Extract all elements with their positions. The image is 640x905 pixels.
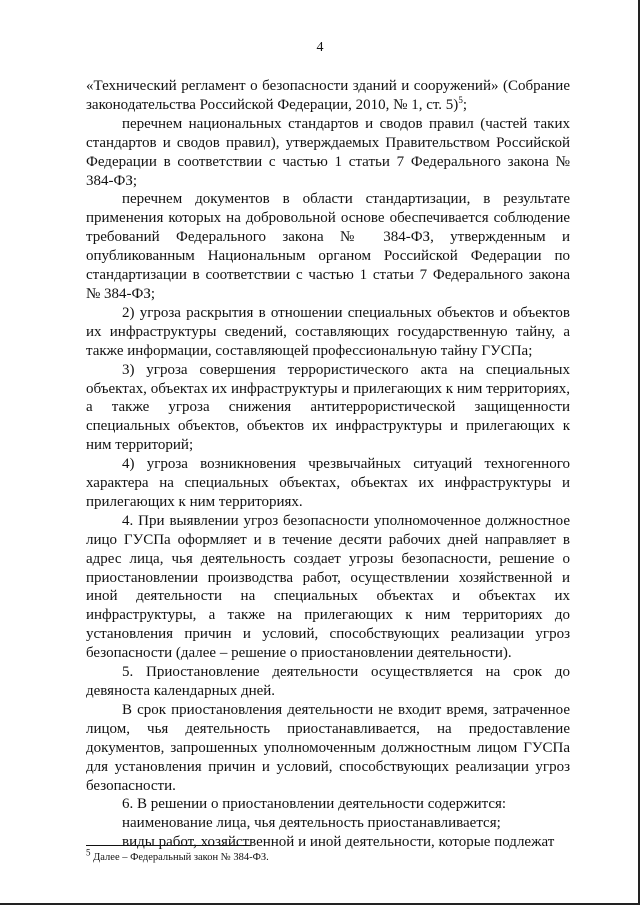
- paragraph: 4. При выявлении угроз безопасности уполномоченное должностное лицо ГУСПа оформляет и в течение десяти рабочих дней направляет в адрес лица, чья деятельность создает угрозы безопасности, решение о приостановлении производства работ, осуществлении хозяйственной и иной деятельности на специальных объектах и объектах их инфраструктуры, а также на прилегающих к ним территориях до установления причин и условий, способствующих реализации угроз безопасности (далее – решение о приостановлении деятельности).: [86, 512, 570, 662]
- paragraph: «Технический регламент о безопасности зданий и сооружений» (Собрание законодательства Российской Федерации, 2010, № 1, ст. 5)$^5$;: [86, 78, 570, 113]
- paragraph: 4) угроза возникновения чрезвычайных ситуаций техногенного характера на специальных объектах, объектах их инфраструктуры и прилегающих к ним территориях.: [86, 456, 570, 510]
- paragraph: 2) угроза раскрытия в отношении специальных объектов и объектов их инфраструктуры сведений, составляющих государственную тайну, а также информации, составляющей профессиональную тайну ГУСПа;: [86, 304, 570, 359]
- paragraph: 3) угроза совершения террористического акта на специальных объектах, объектах их инфраструктуры и прилегающих к ним территориях, а также угроза снижения антитеррористической защищенности специальных объектов, объектов их инфраструктуры и прилегающих к ним территорий;: [86, 361, 570, 454]
- footnote-separator: [86, 845, 251, 846]
- footnote: [86, 847, 570, 863]
- paragraph: В срок приостановления деятельности не входит время, затраченное лицом, чья деятельность приостанавливается, на предоставление документов, запрошенных уполномоченным должностным лицом ГУСПа для установления причин и условий, способствующих реализации угроз безопасности.: [86, 701, 570, 794]
- paragraph: наименование лица, чья деятельность приостанавливается;: [122, 815, 501, 832]
- paragraph: виды работ, хозяйственной и иной деятельности, которые подлежат: [122, 834, 555, 851]
- paragraph: перечнем национальных стандартов и сводов правил (частей таких стандартов и сводов правил), утверждаемых Правительством Российской Федерации в соответствии с частью 1 статьи 7 Федерального закона № 384-ФЗ;: [86, 115, 570, 189]
- paragraph: 5. Приостановление деятельности осуществляется на срок до девяноста календарных дней.: [86, 664, 570, 699]
- footnote-number: 5: [86, 847, 91, 858]
- paragraph: перечнем документов в области стандартизации, в результате применения которых на добровольной основе обеспечивается соблюдение требований Федерального закона № 384-ФЗ, утвержденным и опубликованным Национальным органом Российской Федерации по стандартизации в соответствии с частью 1 статьи 7 Федерального закона № 384-ФЗ;: [86, 191, 570, 302]
- document-body: [86, 77, 570, 852]
- paragraph: 6. В решении о приостановлении деятельности содержится:: [122, 796, 507, 813]
- footnote-mark: 5: [458, 94, 463, 105]
- page-number: 4: [316, 40, 324, 55]
- footnote-text: Далее – Федеральный закон № 384-ФЗ.: [93, 852, 269, 863]
